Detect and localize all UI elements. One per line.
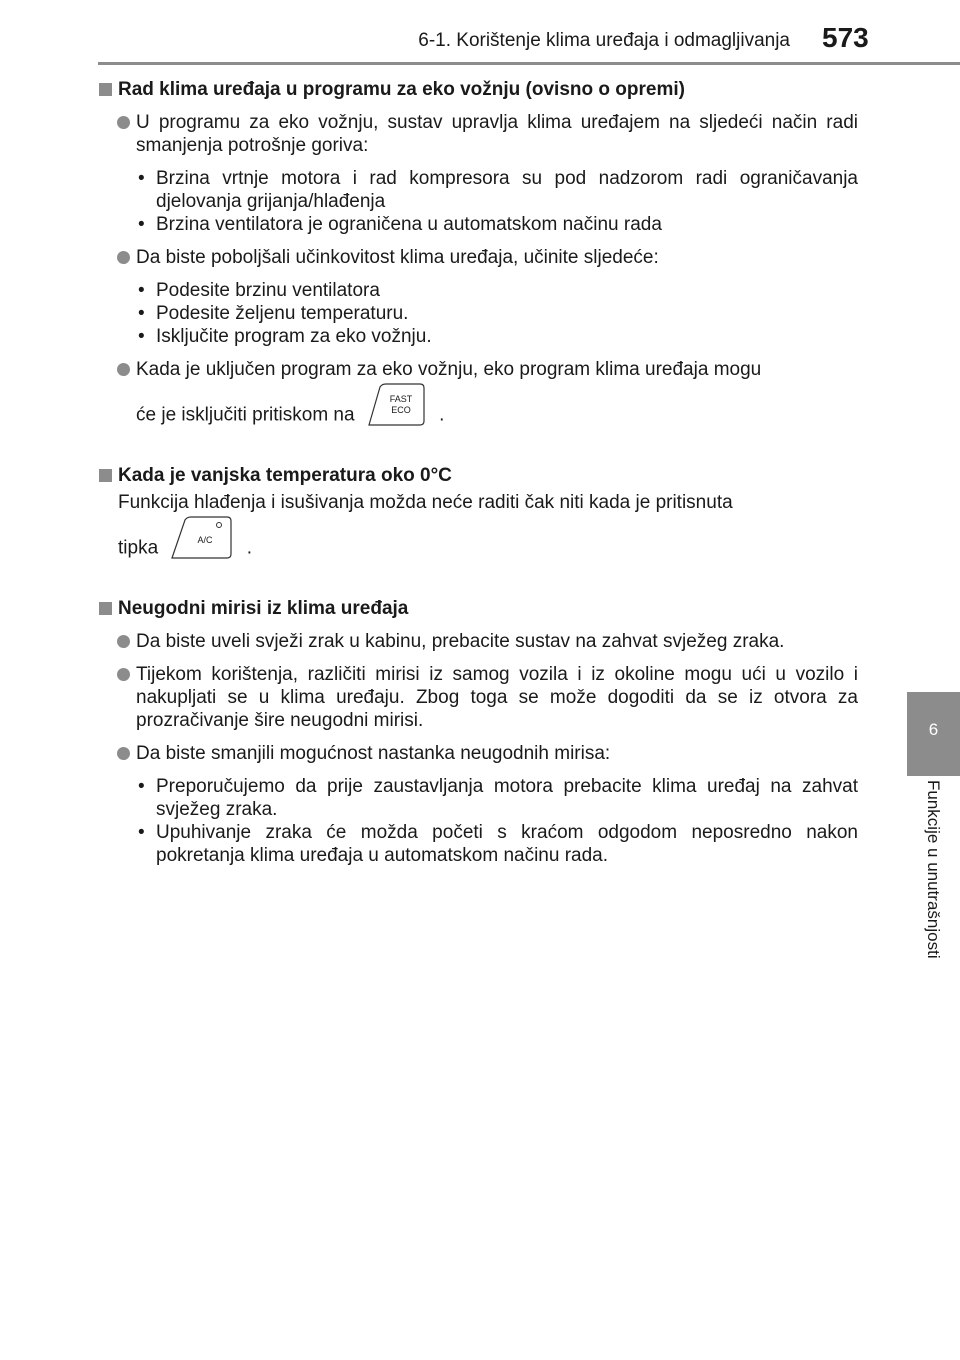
chapter-number: 6 <box>928 720 939 739</box>
section-heading-text: Neugodni mirisi iz klima uređaja <box>118 598 409 619</box>
dot-bullet-icon: • <box>138 822 145 843</box>
ac-button-icon <box>169 514 235 583</box>
section-outside-temperature <box>98 464 858 583</box>
page-content <box>98 78 858 881</box>
section-eco-program <box>98 78 858 450</box>
svg-text:A/C: A/C <box>197 535 213 545</box>
dot-bullet-icon: • <box>138 303 145 324</box>
section-heading-text: Rad klima uređaja u programu za eko vožnju (ovisno o opremi) <box>118 79 685 100</box>
list-item-text: Da biste smanjili mogućnost nastanka neugodnih mirisa: <box>136 743 611 764</box>
square-bullet-icon <box>99 602 112 615</box>
square-bullet-icon <box>99 83 112 96</box>
sub-list-item: • Podesite brzinu ventilatora <box>138 280 380 301</box>
square-bullet-icon <box>99 469 112 482</box>
list-item <box>98 663 858 732</box>
list-item <box>98 742 858 867</box>
round-bullet-icon <box>117 116 130 129</box>
list-item-text: Kada je uključen program za eko vožnju, eko program klima uređaja mogu <box>136 359 762 380</box>
sub-list-item: • Preporučujemo da prije zaustavljanja motora prebacite klima uređaj na zahvat svježeg zraka. <box>138 776 858 820</box>
sub-list <box>136 167 858 236</box>
section-heading <box>98 464 858 487</box>
sub-list-item: • Brzina ventilatora je ograničena u automatskom načinu rada <box>138 214 662 235</box>
svg-text:ECO: ECO <box>391 405 411 415</box>
sub-list-item: • Upuhivanje zraka će možda početi s kraćom odgodom neposredno nakon pokretanja klima uređaja u automatskom načinu rada. <box>138 822 858 866</box>
round-bullet-icon <box>117 635 130 648</box>
section-heading <box>98 78 858 101</box>
svg-text:FAST: FAST <box>389 394 413 404</box>
dot-bullet-icon: • <box>138 326 145 347</box>
section-heading <box>98 597 858 620</box>
round-bullet-icon <box>117 668 130 681</box>
sub-list-item: • Isključite program za eko vožnju. <box>138 326 432 347</box>
list-item-continuation: će je isključiti pritiskom na FAST ECO . <box>136 381 858 450</box>
list-item <box>98 246 858 348</box>
list-item-text: U programu za eko vožnju, sustav upravlja klima uređajem na sljedeći način radi smanjenja potrošnje goriva: <box>136 112 858 156</box>
list-item <box>98 630 858 653</box>
chapter-title: Funkcije u unutrašnjosti <box>924 780 943 959</box>
paragraph: Funkcija hlađenja i isušivanja možda neće raditi čak niti kada je pritisnuta <box>118 492 733 513</box>
sub-list <box>136 279 858 348</box>
round-bullet-icon <box>117 251 130 264</box>
fast-eco-button-icon <box>366 381 428 450</box>
page-header <box>0 0 960 64</box>
section-unpleasant-odors <box>98 597 858 867</box>
dot-bullet-icon: • <box>138 280 145 301</box>
dot-bullet-icon: • <box>138 168 145 189</box>
round-bullet-icon <box>117 747 130 760</box>
list-item-text: Tijekom korištenja, različiti mirisi iz samog vozila i iz okoline mogu ući u vozilo i nakupljati se u klima uređaju. Zbog toga se može dogoditi da se iz otvora za prozračivanje šire neugodni mirisi. <box>136 664 858 731</box>
chapter-label-tab <box>907 780 960 1010</box>
sub-list-item: • Brzina vrtnje motora i rad kompresora su pod nadzorom radi ograničavanja djelovanja grijanja/hlađenja <box>138 168 858 212</box>
header-section-title: 6-1. Korištenje klima uređaja i odmagljivanja <box>418 30 790 51</box>
chapter-tab <box>907 692 960 776</box>
sub-list <box>136 775 858 867</box>
dot-bullet-icon: • <box>138 214 145 235</box>
section-heading-text: Kada je vanjska temperatura oko 0°C <box>118 465 452 486</box>
list-item-text: Da biste poboljšali učinkovitost klima uređaja, učinite sljedeće: <box>136 247 659 268</box>
list-item-text: Da biste uveli svježi zrak u kabinu, prebacite sustav na zahvat svježeg zraka. <box>136 631 785 652</box>
list-item <box>98 111 858 236</box>
paragraph-continuation: tipka A/C . <box>98 514 858 583</box>
page-number: 573 <box>822 22 869 53</box>
list-item <box>98 358 858 450</box>
dot-bullet-icon: • <box>138 776 145 797</box>
header-divider <box>98 62 960 65</box>
round-bullet-icon <box>117 363 130 376</box>
sub-list-item: • Podesite željenu temperaturu. <box>138 303 409 324</box>
